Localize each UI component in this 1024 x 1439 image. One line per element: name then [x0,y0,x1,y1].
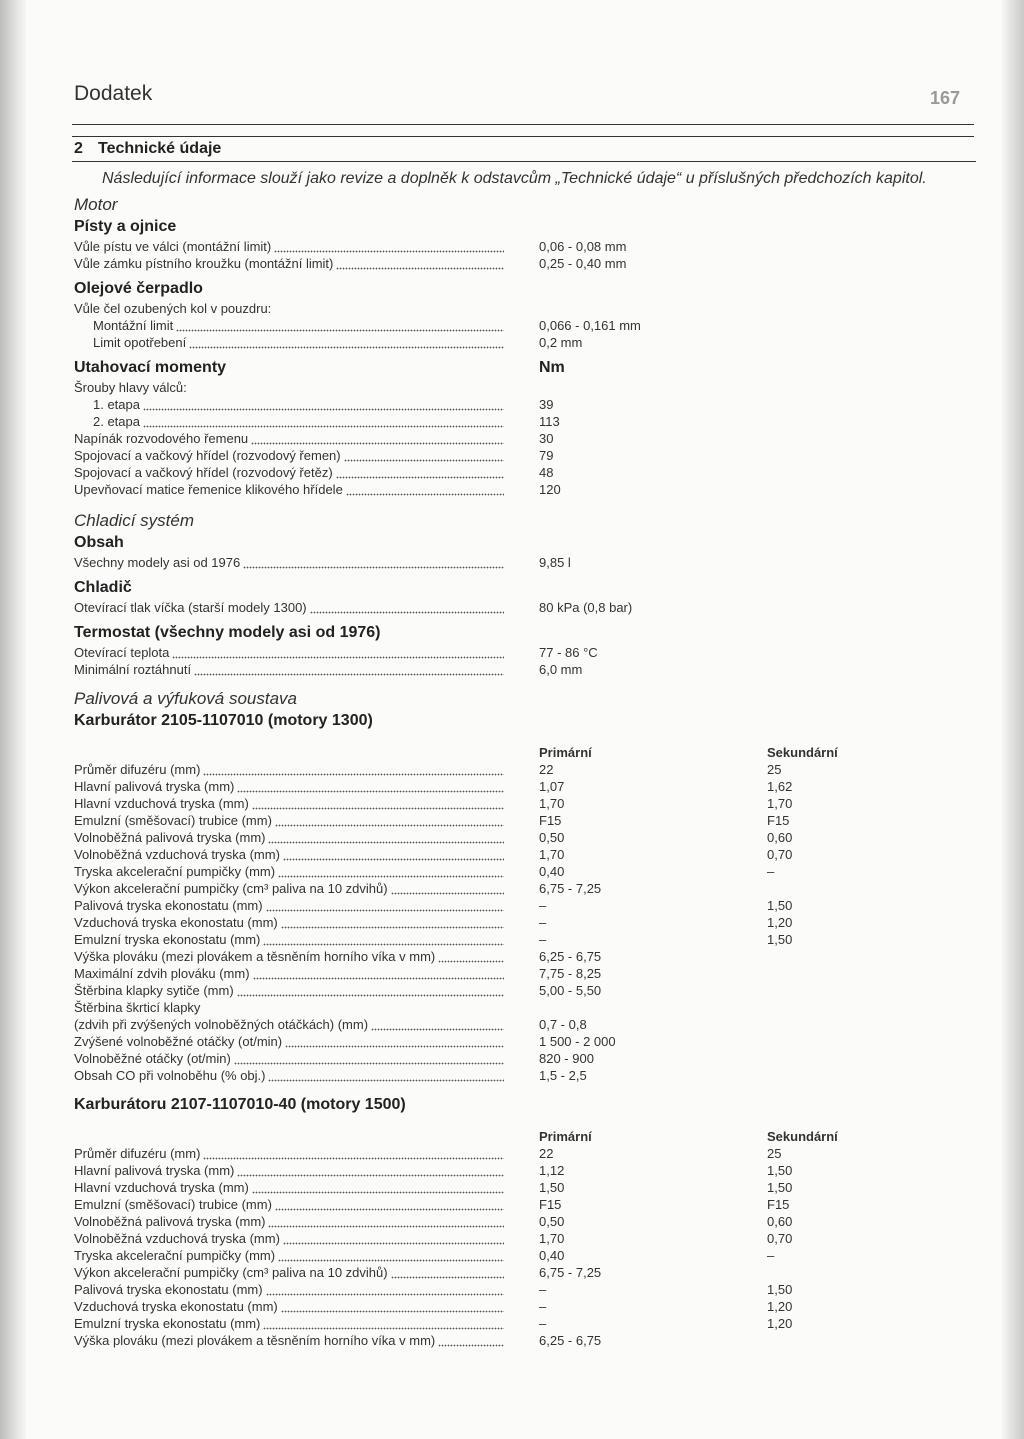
spec-value-secondary [767,1264,917,1281]
page-number: 167 [930,88,961,108]
spec-value-secondary: 0,70 [767,847,793,862]
spec-row [74,1298,954,1315]
spec-row [74,317,954,334]
spec-value-primary: – [539,1282,547,1297]
spec-label: Hlavní vzduchová tryska (mm) [74,796,249,811]
spec-row [74,778,954,795]
spec-row [74,1033,954,1050]
spec-label: Emulzní tryska ekonostatu (mm) [74,1316,261,1331]
subheading-carb2: Karburátoru 2107-1107010-40 (motory 1500) [74,1096,406,1113]
dot-leader [263,1315,504,1332]
spec-value-primary: 6,75 - 7,25 [539,881,602,896]
subheading-pisty: Písty a ojnice [74,218,177,235]
spec-value-secondary [767,1050,917,1067]
dot-leader [346,481,504,498]
spec-row [74,644,954,661]
dot-leader [310,599,504,616]
spec-label: Hlavní palivová tryska (mm) [74,779,235,794]
spec-value-secondary [767,965,917,982]
spec-label: Palivová tryska ekonostatu (mm) [74,898,263,913]
spec-row [74,464,954,481]
column-headers-carb1 [74,744,954,761]
spec-label: Zvýšené volnoběžné otáčky (ot/min) [74,1034,283,1049]
spec-label: Maximální zdvih plováku (mm) [74,966,250,981]
spec-row [74,795,954,812]
spec-label: Minimální roztáhnutí [74,662,192,677]
spec-label: Emulzní (směšovací) trubice (mm) [74,813,272,828]
spec-value: 77 - 86 °C [539,645,598,660]
spec-value-secondary: 25 [767,1146,782,1161]
spec-label: Vůle zámku pístního kroužku (montážní limit) [74,256,334,271]
dot-leader [237,982,504,999]
spec-value: 0,066 - 0,161 mm [539,318,641,333]
spec-label: Otevírací tlak víčka (starší modely 1300) [74,600,307,615]
section-rule [72,161,976,162]
spec-row [74,1162,954,1179]
spec-value-secondary: 1,50 [767,1282,793,1297]
spec-row [74,880,954,897]
chapter-title-motor: Motor [74,195,118,214]
spec-label: 2. etapa [93,414,140,429]
spec-row [74,554,954,571]
spec-value-secondary [767,1332,917,1349]
spec-value-primary: 6,25 - 6,75 [539,949,602,964]
spec-label: Emulzní (směšovací) trubice (mm) [74,1197,272,1212]
spec-value-primary: 1,5 - 2,5 [539,1068,587,1083]
spec-label: Volnoběžná palivová tryska (mm) [74,830,266,845]
spec-label: Vzduchová tryska ekonostatu (mm) [74,1299,278,1314]
spec-row [74,897,954,914]
spec-value-secondary [767,1067,917,1084]
spec-value-secondary: F15 [767,1197,790,1212]
spec-value-secondary: 1,50 [767,1180,793,1195]
dot-leader [283,1230,504,1247]
spec-row [74,1315,954,1332]
dot-leader [189,334,504,351]
spec-label: Výkon akcelerační pumpičky (cm³ paliva na 10 zdvihů) [74,881,388,896]
spec-value-primary: – [539,1299,547,1314]
spec-value-primary: 1,70 [539,847,565,862]
spec-content [74,194,954,1349]
chapter-title-cooling: Chladicí systém [74,511,194,530]
dot-leader [371,1016,504,1033]
spec-row [74,1067,954,1084]
subheading-chladic: Chladič [74,579,132,596]
spec-row [74,1247,954,1264]
spec-value: 39 [539,397,554,412]
spec-value-primary: 1,70 [539,796,565,811]
spec-value-primary: 6,25 - 6,75 [539,1333,602,1348]
spec-value-primary: 1,12 [539,1163,565,1178]
spec-label: Výška plováku (mezi plovákem a těsněním horního víka v mm) [74,1333,436,1348]
dot-leader [438,1332,504,1349]
spec-value-secondary: 1,70 [767,796,793,811]
dot-leader [237,778,504,795]
spec-label: Výška plováku (mezi plovákem a těsněním horního víka v mm) [74,949,436,964]
spec-label: Vůle pístu ve válci (montážní limit) [74,239,272,254]
spec-value-primary: – [539,898,547,913]
spec-label: Volnoběžná palivová tryska (mm) [74,1214,266,1229]
dot-leader [278,1247,504,1264]
dot-leader [243,554,504,571]
spec-label: Obsah CO při volnoběhu (% obj.) [74,1068,266,1083]
spec-label: 1. etapa [93,397,140,412]
dot-leader [268,1067,504,1084]
dot-leader [203,761,504,778]
dot-leader [176,317,504,334]
dot-leader [336,255,504,272]
spec-row [74,914,954,931]
column-headers-carb2 [74,1128,954,1145]
spec-value-secondary: F15 [767,813,790,828]
spec-row-intro: Vůle čel ozubených kol v pouzdru: [74,301,272,316]
spec-label: (zdvih při zvýšených volnoběžných otáčkách) (mm) [74,1017,369,1032]
spec-value-primary: 0,7 - 0,8 [539,1017,587,1032]
spec-value-primary: F15 [539,1197,562,1212]
dot-leader [391,880,504,897]
section-number: 2 [74,140,83,157]
spec-row [74,334,954,351]
spec-value-primary: 22 [539,1146,554,1161]
spec-row [74,1145,954,1162]
dot-leader [263,931,504,948]
spec-row [74,1196,954,1213]
page-edge-shadow [1002,0,1024,1439]
spec-label: Tryska akcelerační pumpičky (mm) [74,1248,276,1263]
spec-value: 113 [539,414,560,429]
spec-value-secondary [767,1033,917,1050]
dot-leader [203,999,504,1016]
spec-value-primary: 7,75 - 8,25 [539,966,602,981]
spec-row [74,1264,954,1281]
spec-row [74,829,954,846]
spec-list-pisty [74,238,954,272]
spec-value-secondary: 0,60 [767,1214,793,1229]
spec-value-secondary: 1,20 [767,1316,793,1331]
dot-leader [251,430,504,447]
spec-row [74,1179,954,1196]
dot-leader [268,829,504,846]
spec-value-primary: – [539,932,547,947]
dot-leader [281,1298,504,1315]
dot-leader [283,846,504,863]
dot-leader [275,1196,504,1213]
spec-label: Volnoběžná vzduchová tryska (mm) [74,1231,280,1246]
dot-leader [281,914,504,931]
dot-leader [252,1179,504,1196]
spec-value-secondary: 1,20 [767,1299,793,1314]
subheading-utah: Utahovací momenty Nm [74,357,954,379]
spec-value-secondary: 1,62 [767,779,793,794]
column-secondary: Sekundární [767,1129,838,1144]
spec-row [74,1213,954,1230]
spec-label: Emulzní tryska ekonostatu (mm) [74,932,261,947]
spec-list-olej [74,317,954,351]
dot-leader [285,1033,504,1050]
spec-label: Palivová tryska ekonostatu (mm) [74,1282,263,1297]
spec-row [74,1332,954,1349]
dot-leader [278,863,504,880]
section-heading [74,140,221,158]
spec-value: 30 [539,431,554,446]
dot-leader [252,795,504,812]
spec-value-primary: F15 [539,813,562,828]
spec-row [74,863,954,880]
spec-label: Napínák rozvodového řemenu [74,431,249,446]
spec-value: 80 kPa (0,8 bar) [539,600,633,615]
spec-row [74,1016,954,1033]
column-primary: Primární [539,745,592,760]
spec-value-primary: – [539,915,547,930]
spec-value-secondary: 0,60 [767,830,793,845]
dot-leader [336,464,504,481]
dot-leader [194,661,504,678]
subheading-carb1: Karburátor 2105-1107010 (motory 1300) [74,712,373,729]
spec-value-primary: 1,50 [539,1180,565,1195]
page-binding-shadow [0,0,26,1439]
spec-value-secondary: 1,20 [767,915,793,930]
dot-leader [266,897,504,914]
spec-value-primary: 0,50 [539,830,565,845]
spec-value: 0,25 - 0,40 mm [539,256,627,271]
dot-leader [391,1264,504,1281]
spec-value-secondary: 1,50 [767,1163,793,1178]
dot-leader [234,1050,504,1067]
spec-list-obsah [74,554,954,571]
spec-value: 120 [539,482,561,497]
spec-row [74,761,954,778]
dot-leader [438,948,504,965]
spec-value-secondary: 1,50 [767,932,793,947]
spec-value: 0,06 - 0,08 mm [539,239,627,254]
spec-value-secondary [767,982,917,999]
spec-value-primary: 0,40 [539,864,565,879]
header-rule [72,124,974,125]
spec-list-chladic [74,599,954,616]
spec-value-primary: 6,75 - 7,25 [539,1265,602,1280]
spec-row [74,481,954,498]
spec-row [74,661,954,678]
dot-leader [203,1145,504,1162]
spec-label: Štěrbina škrticí klapky [74,1000,201,1015]
spec-table-carb2 [74,1145,954,1349]
spec-value-primary: 820 - 900 [539,1051,594,1066]
spec-row [74,1050,954,1067]
dot-leader [275,812,504,829]
spec-value-secondary: 25 [767,762,782,777]
spec-label: Průměr difuzéru (mm) [74,1146,201,1161]
dot-leader [253,965,504,982]
spec-row [74,430,954,447]
spec-value-secondary [767,948,917,965]
spec-value-secondary [767,999,917,1016]
spec-row [74,238,954,255]
spec-row [74,982,954,999]
spec-label: Volnoběžná vzduchová tryska (mm) [74,847,280,862]
dot-leader [274,238,504,255]
spec-label: Spojovací a vačkový hřídel (rozvodový řemen) [74,448,341,463]
spec-value-primary: 22 [539,762,554,777]
spec-value-primary: 0,40 [539,1248,565,1263]
spec-value-primary [539,999,767,1016]
spec-label: Montážní limit [93,318,174,333]
spec-label: Vzduchová tryska ekonostatu (mm) [74,915,278,930]
dot-leader [237,1162,504,1179]
dot-leader [143,413,504,430]
spec-row [74,447,954,464]
spec-value-secondary: 0,70 [767,1231,793,1246]
spec-value: 79 [539,448,554,463]
spec-label: Spojovací a vačkový hřídel (rozvodový řetěz) [74,465,333,480]
dot-leader [266,1281,504,1298]
spec-list-termostat [74,644,954,678]
spec-value-primary: – [539,1316,547,1331]
spec-label: Štěrbina klapky sytiče (mm) [74,983,234,998]
unit-label: Nm [539,359,565,376]
spec-value-secondary: – [767,1248,775,1263]
spec-label: Upevňovací matice řemenice klikového hřídele [74,482,343,497]
subheading-obsah: Obsah [74,534,124,551]
subheading-olej: Olejové čerpadlo [74,280,203,297]
spec-label: Průměr difuzéru (mm) [74,762,201,777]
section-title: Technické údaje [98,140,222,157]
header-title: Dodatek [74,82,153,105]
column-secondary: Sekundární [767,745,838,760]
spec-row-intro: Šrouby hlavy válců: [74,380,187,395]
spec-label: Všechny modely asi od 1976 [74,555,241,570]
spec-value-secondary: – [767,864,775,879]
spec-row [74,999,954,1016]
dot-leader [143,396,504,413]
spec-value-secondary: 1,50 [767,898,793,913]
dot-leader [172,644,504,661]
spec-label: Hlavní palivová tryska (mm) [74,1163,235,1178]
spec-value-primary: 1,70 [539,1231,565,1246]
spec-value-primary: 1,07 [539,779,565,794]
spec-row [74,948,954,965]
spec-label: Výkon akcelerační pumpičky (cm³ paliva na 10 zdvihů) [74,1265,388,1280]
spec-row [74,931,954,948]
spec-label: Otevírací teplota [74,645,170,660]
spec-row [74,965,954,982]
spec-value: 9,85 l [539,555,571,570]
spec-label: Volnoběžné otáčky (ot/min) [74,1051,231,1066]
intro-text: Následující informace slouží jako revize a doplněk k odstavcům „Technické údaje“ u příslušných předchozích kapitol. [102,170,927,187]
spec-table-carb1 [74,761,954,1084]
spec-row [74,1281,954,1298]
spec-value: 6,0 mm [539,662,583,677]
spec-value-primary: 5,00 - 5,50 [539,983,602,998]
spec-label: Hlavní vzduchová tryska (mm) [74,1180,249,1195]
spec-value-secondary [767,880,917,897]
chapter-title-fuel: Palivová a výfuková soustava [74,689,298,708]
spec-value: 0,2 mm [539,335,583,350]
dot-leader [268,1213,504,1230]
spec-row [74,413,954,430]
spec-list-utah [74,396,954,498]
dot-leader [344,447,504,464]
spec-row [74,812,954,829]
spec-label: Limit opotřebení [93,335,187,350]
header-rule-secondary [72,136,974,137]
spec-row [74,846,954,863]
subheading-termostat: Termostat (všechny modely asi od 1976) [74,624,381,641]
spec-row [74,255,954,272]
column-primary: Primární [539,1129,592,1144]
spec-value-primary: 0,50 [539,1214,565,1229]
spec-row [74,599,954,616]
spec-row [74,396,954,413]
spec-value-primary: 1 500 - 2 000 [539,1034,616,1049]
spec-value: 48 [539,465,554,480]
spec-label: Tryska akcelerační pumpičky (mm) [74,864,276,879]
spec-value-secondary [767,1016,917,1033]
spec-row [74,1230,954,1247]
